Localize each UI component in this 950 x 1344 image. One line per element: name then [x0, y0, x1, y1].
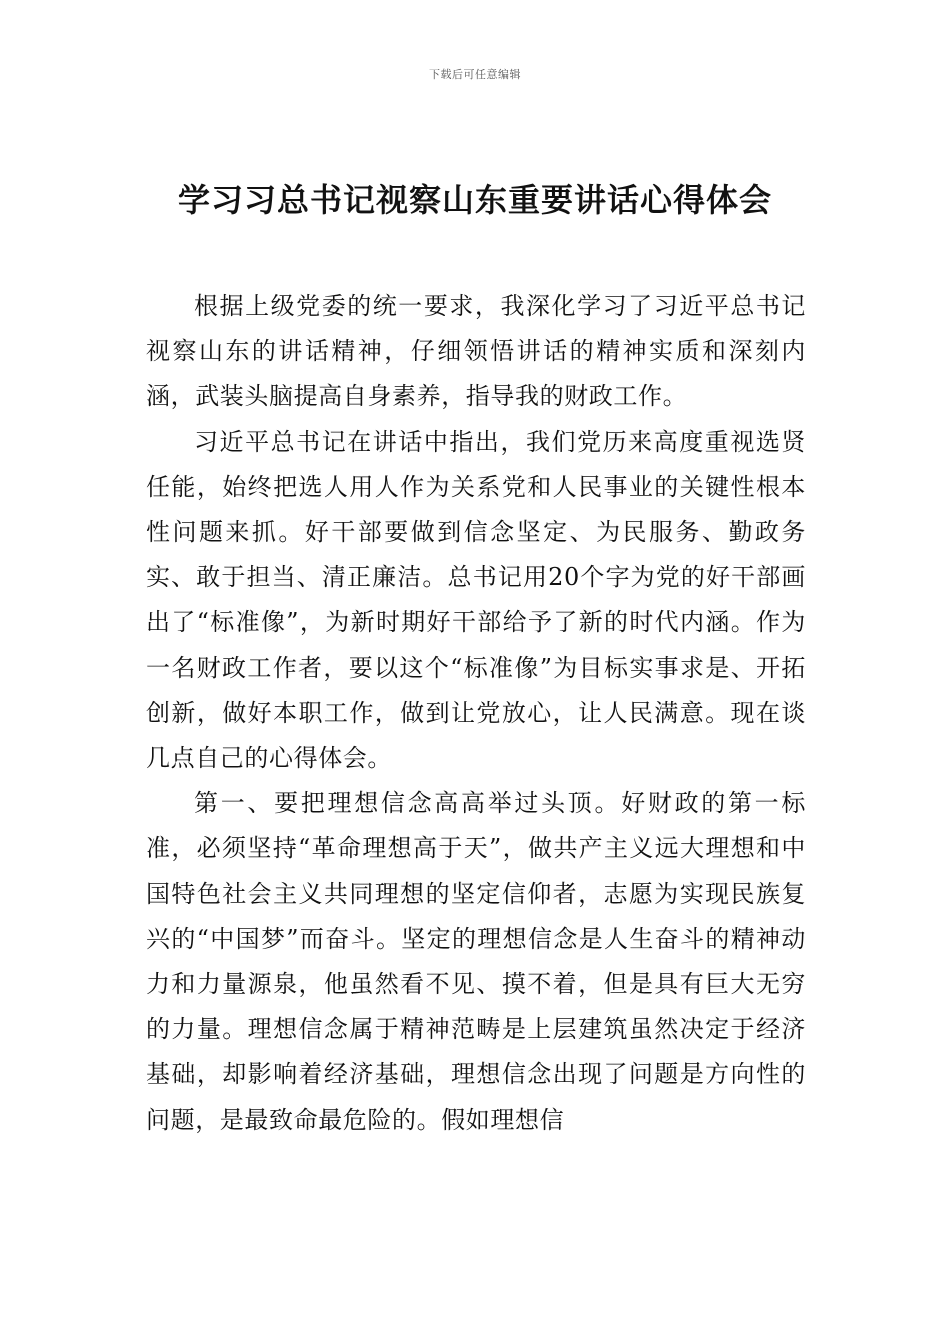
document-title: 学习习总书记视察山东重要讲话心得体会 — [177, 181, 772, 219]
paragraph-2: 习近平总书记在讲话中指出，我们党历来高度重视选贤任能，始终把选人用人作为关系党和人民事业的关键性根本性问题来抓。好干部要做到信念坚定、为民服务、勤政务实、敢于担当、清正廉洁。总书记用20个字为党的好干部画出了“标准像”，为新时期好干部给予了新的时代内涵。作为一名财政工作者，要以这个“标准像”为目标实事求是、开拓创新，做好本职工作，做到让党放心，让人民满意。现在谈几点自己的心得体会。 — [146, 427, 806, 773]
header-note: 下载后可任意编辑 — [429, 68, 521, 81]
paragraph-1: 根据上级党委的统一要求，我深化学习了习近平总书记视察山东的讲话精神，仔细领悟讲话的精神实质和深刻内涵，武装头脑提高自身素养，指导我的财政工作。 — [146, 292, 806, 411]
document-body — [146, 284, 806, 1143]
paragraph-3: 第一、要把理想信念高高举过头顶。好财政的第一标准，必须坚持“革命理想高于天”，做共产主义远大理想和中国特色社会主义共同理想的坚定信仰者，志愿为实现民族复兴的“中国梦”而奋斗。坚定的理想信念是人生奋斗的精神动力和力量源泉，他虽然看不见、摸不着，但是具有巨大无穷的力量。理想信念属于精神范畴是上层建筑虽然决定于经济基础，却影响着经济基础，理想信念出现了问题是方向性的问题，是最致命最危险的。假如理想信 — [146, 789, 806, 1134]
